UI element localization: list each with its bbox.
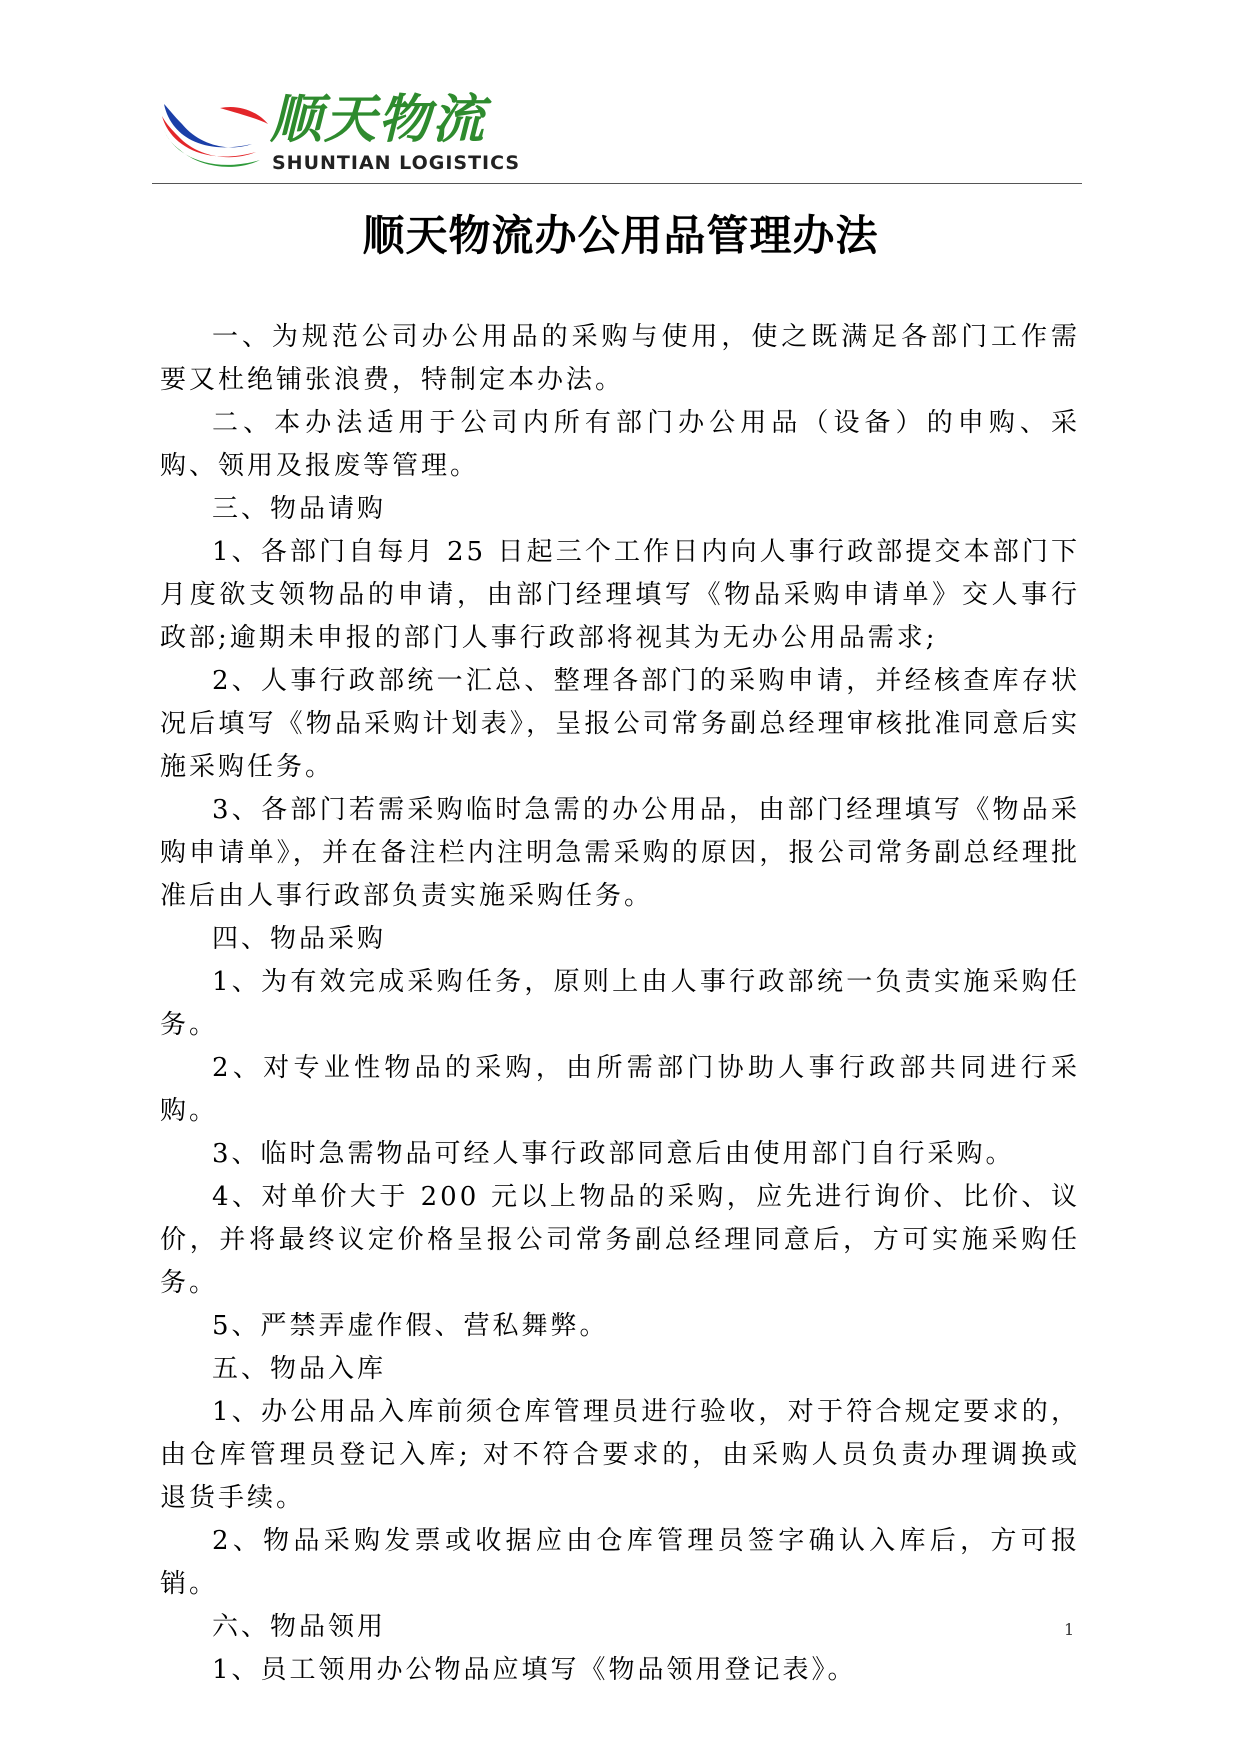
paragraph: 一、为规范公司办公用品的采购与使用，使之既满足各部门工作需要又杜绝铺张浪费，特制定本办法。 bbox=[160, 322, 1080, 395]
header-divider bbox=[152, 183, 1082, 184]
page-number: 1 bbox=[1064, 1620, 1075, 1639]
logo-chinese-name: 顺天物流 bbox=[270, 90, 487, 150]
section-heading: 四、物品采购 bbox=[212, 924, 387, 954]
paragraph: 1、办公用品入库前须仓库管理员进行验收，对于符合规定要求的，由仓库管理员登记入库; 对不符合要求的，由采购人员负责办理调换或退货手续。 bbox=[160, 1397, 1080, 1513]
paragraph: 2、对专业性物品的采购，由所需部门协助人事行政部共同进行采购。 bbox=[160, 1053, 1080, 1126]
paragraph: 4、对单价大于 200 元以上物品的采购，应先进行询价、比价、议价，并将最终议定价格呈报公司常务副总经理同意后，方可实施采购任务。 bbox=[160, 1182, 1080, 1298]
document-body bbox=[160, 316, 1080, 1692]
document-title: 顺天物流办公用品管理办法 bbox=[362, 211, 879, 260]
logo-english-name: SHUNTIAN LOGISTICS bbox=[272, 152, 521, 174]
paragraph: 3、各部门若需采购临时急需的办公用品，由部门经理填写《物品采购申请单》，并在备注栏内注明急需采购的原因，报公司常务副总经理批准后由人事行政部负责实施采购任务。 bbox=[160, 795, 1080, 911]
paragraph: 2、物品采购发票或收据应由仓库管理员签字确认入库后，方可报销。 bbox=[160, 1526, 1080, 1599]
paragraph: 1、为有效完成采购任务，原则上由人事行政部统一负责实施采购任务。 bbox=[160, 967, 1080, 1040]
paragraph: 5、严禁弄虚作假、营私舞弊。 bbox=[212, 1311, 609, 1341]
paragraph: 1、员工领用办公物品应填写《物品领用登记表》。 bbox=[212, 1655, 857, 1685]
paragraph: 1、各部门自每月 25 日起三个工作日内向人事行政部提交本部门下月度欲支领物品的申请，由部门经理填写《物品采购申请单》交人事行政部;逾期未申报的部门人事行政部将视其为无办公用品需求; bbox=[160, 537, 1080, 653]
paragraph: 二、本办法适用于公司内所有部门办公用品（设备）的申购、采购、领用及报废等管理。 bbox=[160, 408, 1080, 481]
section-heading: 六、物品领用 bbox=[212, 1612, 387, 1642]
paragraph: 2、人事行政部统一汇总、整理各部门的采购申请，并经核查库存状况后填写《物品采购计划表》，呈报公司常务副总经理审核批准同意后实施采购任务。 bbox=[160, 666, 1080, 782]
section-heading: 五、物品入库 bbox=[212, 1354, 387, 1384]
section-heading: 三、物品请购 bbox=[212, 494, 387, 524]
company-logo bbox=[160, 88, 540, 184]
logo-swoosh-icon bbox=[160, 94, 280, 174]
paragraph: 3、临时急需物品可经人事行政部同意后由使用部门自行采购。 bbox=[212, 1139, 1015, 1169]
document-header bbox=[160, 88, 1090, 188]
